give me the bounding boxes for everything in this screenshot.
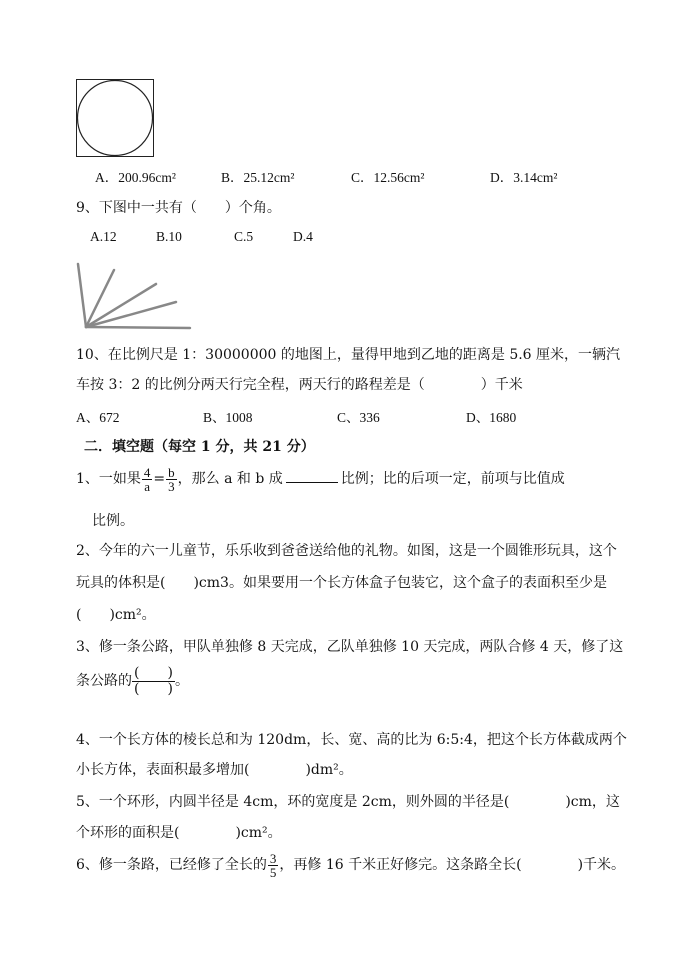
q10-option-a: A、672 [76,410,120,425]
fraction-denominator: 3 [168,478,175,494]
blank-fraction[interactable] [132,666,175,696]
q8-option-b: B．25.12cm² [221,170,295,185]
fill-q1-prefix: 1、一如果 [76,471,141,487]
fill-q4-line1: 4、一个长方体的棱长总和为 120dm，长、宽、高的比为 6:5:4，把这个长方体截成两个 [76,732,627,748]
fraction-numerator: 4 [143,464,151,480]
q10-line2: 车按 3：2 的比例分两天行完全程，两天行的路程差是（ ）千米 [76,377,523,393]
q9-option-a: A.12 [90,229,117,244]
fill-q1-line2: 比例。 [92,513,134,529]
blank-fraction-denominator: ( ) [134,680,173,697]
fill-q1-line1 [76,465,565,493]
fraction-3-over-5 [268,852,279,879]
fraction-b-over-3 [166,466,177,493]
fill-q1-suffix: 比例；比的后项一定，前项与比值成 [340,471,565,487]
angle-rays-figure [76,262,196,334]
q9-question: 9、下图中一共有（ ）个角。 [76,200,281,216]
fraction-denominator: a [144,478,151,494]
equals-sign: = [153,471,166,487]
fill-q5-line2: 个环形的面积是( )cm²。 [76,825,282,841]
fill-q6-line [76,850,625,880]
fill-q1-mid: ，那么 a 和 b 成 [177,471,283,487]
fraction-denominator: 5 [269,864,277,880]
fill-q5-line1: 5、一个环形，内圆半径是 4cm，环的宽度是 2cm，则外圆的半径是( )cm，这 [76,794,620,810]
section-2-title: 二．填空题（每空 1 分，共 21 分） [84,439,315,455]
fill-q2-line3: ( )cm²。 [76,607,156,623]
fraction-numerator: 3 [269,850,277,866]
q8-option-d: D．3.14cm² [490,170,558,185]
fill-q2-line2: 玩具的体积是( )cm3。如果要用一个长方体盒子包装它，这个盒子的表面积至少是 [76,575,607,591]
circle-in-square-figure [76,79,154,157]
q9-option-b: B.10 [156,229,182,244]
fill-q3-line2 [76,666,189,696]
q9-option-d: D.4 [293,229,313,244]
fill-q3-suffix: 。 [174,673,189,690]
fraction-4-over-a [142,466,153,493]
fill-q3-prefix: 条公路的 [76,673,132,690]
fill-q4-line2: 小长方体，表面积最多增加( )dm²。 [76,762,353,778]
q10-option-d: D、1680 [466,410,517,425]
q8-option-a: A．200.96cm² [95,170,176,185]
blank-fraction-numerator: ( ) [134,665,173,681]
q10-option-c: C、336 [337,410,380,425]
q10-option-b: B、1008 [203,410,253,425]
answer-blank[interactable] [286,470,338,483]
q8-option-c: C．12.56cm² [351,170,425,185]
fraction-numerator: b [168,464,175,480]
fill-q6-suffix: ，再修 16 千米正好修完。这条路全长( )千米。 [279,857,626,873]
q10-line1: 10、在比例尺是 1：30000000 的地图上，量得甲地到乙地的距离是 5.6 厘米，一辆汽 [76,347,621,363]
fill-q6-prefix: 6、修一条路，已经修了全长的 [76,857,267,873]
fill-q2-line1: 2、今年的六一儿童节，乐乐收到爸爸送给他的礼物。如图，这是一个圆锥形玩具，这个 [76,543,617,559]
q9-option-c: C.5 [234,229,254,244]
fill-q3-line1: 3、修一条公路，甲队单独修 8 天完成，乙队单独修 10 天完成，两队合修 4 天，修了这 [76,639,624,655]
